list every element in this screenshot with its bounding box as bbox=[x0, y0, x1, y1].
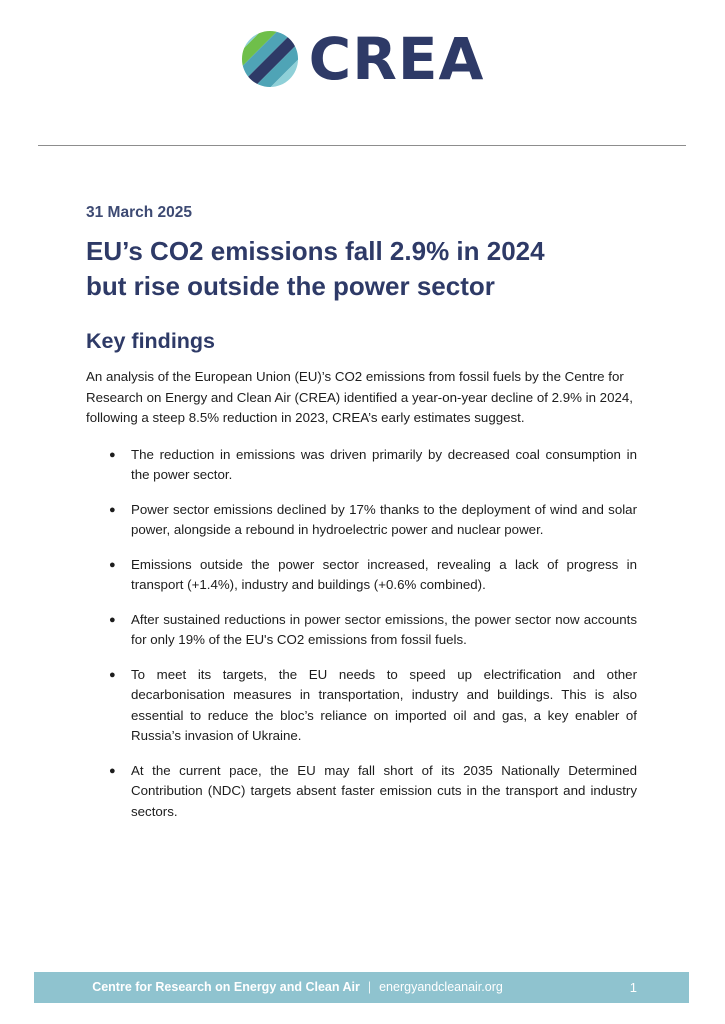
publication-date: 31 March 2025 bbox=[86, 204, 192, 221]
finding-text: At the current pace, the EU may fall short of its 2035 Nationally Determined Contribution (NDC) targets absent faster emission cuts in the transport and industry sectors. bbox=[131, 762, 637, 819]
bullet-icon: ● bbox=[109, 503, 116, 516]
title-line-1: EU’s CO2 emissions fall 2.9% in 2024 bbox=[86, 236, 545, 266]
bullet-icon: ● bbox=[109, 764, 116, 777]
bullet-icon: ● bbox=[109, 558, 116, 571]
finding-text: To meet its targets, the EU needs to speed up electrification and other decarbonisation measures in transportation, industry and buildings. This is also essential to reduce the bloc’s reliance on imported oil and gas, a key enabler of Russia’s invasion of Ukraine. bbox=[131, 666, 637, 743]
list-item bbox=[106, 610, 637, 651]
intro-paragraph: An analysis of the European Union (EU)’s CO2 emissions from fossil fuels by the Centre for Research on Energy and Clean Air (CREA) identified a year-on-year decline of 2.9% in 2024, following a steep 8.5% reduction in 2023, CREA’s early estimates suggest. bbox=[86, 369, 633, 425]
bullet-icon: ● bbox=[109, 613, 116, 626]
footer-credit bbox=[34, 972, 561, 1003]
list-item bbox=[106, 445, 637, 486]
key-findings-heading: Key findings bbox=[86, 329, 216, 353]
crea-diagonal-stripes-logo-icon bbox=[241, 30, 299, 88]
page-footer bbox=[34, 972, 689, 1003]
finding-text: Power sector emissions declined by 17% thanks to the deployment of wind and solar power, alongside a rebound in hydroelectric power and nuclear power. bbox=[131, 501, 637, 537]
footer-separator: | bbox=[367, 980, 372, 994]
footer-website-link[interactable]: energyandcleanair.org bbox=[379, 980, 503, 994]
finding-text: Emissions outside the power sector increased, revealing a lack of progress in transport (+1.4%), industry and buildings (+0.6% combined). bbox=[131, 556, 637, 592]
footer-org-name: Centre for Research on Energy and Clean Air bbox=[92, 980, 360, 994]
list-item bbox=[106, 665, 637, 747]
finding-text: The reduction in emissions was driven primarily by decreased coal consumption in the power sector. bbox=[131, 446, 637, 482]
page-title bbox=[86, 234, 637, 304]
header-divider bbox=[38, 145, 686, 146]
bullet-icon: ● bbox=[109, 668, 116, 681]
crea-logo bbox=[0, 25, 725, 93]
list-item bbox=[106, 500, 637, 541]
document-body bbox=[86, 204, 637, 836]
finding-text: After sustained reductions in power sector emissions, the power sector now accounts for only 19% of the EU's CO2 emissions from fossil fuels. bbox=[131, 611, 637, 647]
logo-wordmark: CREA bbox=[308, 25, 485, 93]
key-findings-list bbox=[106, 445, 637, 823]
list-item bbox=[106, 555, 637, 596]
list-item bbox=[106, 761, 637, 823]
page-number: 1 bbox=[629, 980, 637, 995]
bullet-icon: ● bbox=[109, 448, 116, 461]
title-line-2: but rise outside the power sector bbox=[86, 271, 495, 301]
